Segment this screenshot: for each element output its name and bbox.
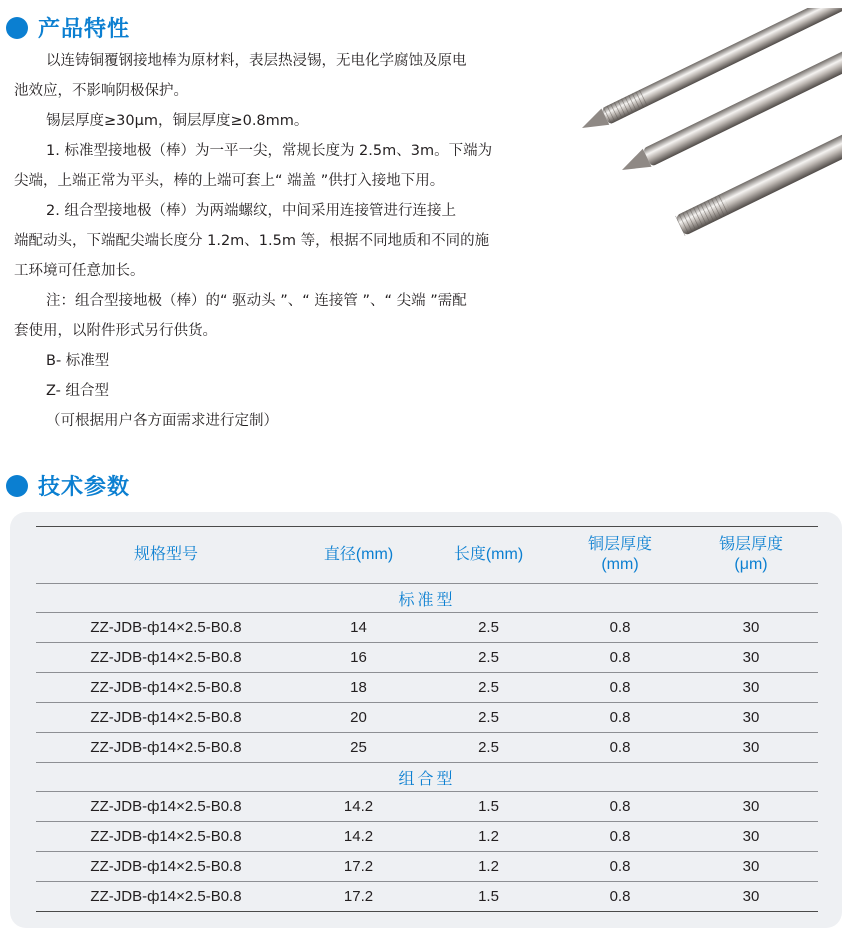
cell-model: ZZ-JDB-ф14×2.5-B0.8 <box>36 852 296 882</box>
cell-diameter: 14.2 <box>296 822 421 852</box>
type-z-text: Z- 组合型 <box>46 383 110 399</box>
table-row <box>36 822 818 852</box>
cell-length: 2.5 <box>421 643 556 673</box>
table-row <box>36 613 818 643</box>
group-row-combined <box>36 763 818 792</box>
cell-model: ZZ-JDB-ф14×2.5-B0.8 <box>36 792 296 822</box>
cell-diameter: 14.2 <box>296 792 421 822</box>
table-row <box>36 643 818 673</box>
cell-length: 2.5 <box>421 703 556 733</box>
table-row <box>36 733 818 763</box>
cell-length: 2.5 <box>421 673 556 703</box>
cell-length: 1.2 <box>421 852 556 882</box>
table-header-row <box>36 527 818 584</box>
specs-table-panel <box>10 512 842 928</box>
cell-model: ZZ-JDB-ф14×2.5-B0.8 <box>36 733 296 763</box>
cell-diameter: 20 <box>296 703 421 733</box>
cell-length: 1.5 <box>421 792 556 822</box>
cell-tin: 30 <box>684 673 818 703</box>
header-model: 规格型号 <box>133 546 198 563</box>
cell-model: ZZ-JDB-ф14×2.5-B0.8 <box>36 613 296 643</box>
table-row <box>36 792 818 822</box>
cell-model: ZZ-JDB-ф14×2.5-B0.8 <box>36 673 296 703</box>
type-b-text: B- 标准型 <box>46 353 110 369</box>
note-text-line: 套使用，以附件形式另行供货。 <box>14 323 217 339</box>
cell-copper: 0.8 <box>556 792 684 822</box>
item1-text-line: 尖端，上端正常为平头，棒的上端可套上“ 端盖 ”供打入接地下用。 <box>14 173 445 189</box>
section-title: 产品特性 <box>38 17 131 42</box>
cell-length: 1.2 <box>421 822 556 852</box>
item1-text-line: 1. 标准型接地极（棒）为一平一尖，常规长度为 2.5m、3m。下端为 <box>46 143 493 159</box>
intro-text-line: 池效应，不影响阴极保护。 <box>14 83 188 99</box>
table-row <box>36 852 818 882</box>
section-title: 技术参数 <box>38 475 131 500</box>
cell-copper: 0.8 <box>556 852 684 882</box>
header-copper: 铜层厚度 (mm) <box>587 536 652 573</box>
cell-copper: 0.8 <box>556 703 684 733</box>
cell-model: ZZ-JDB-ф14×2.5-B0.8 <box>36 643 296 673</box>
cell-diameter: 25 <box>296 733 421 763</box>
header-diameter: 直径(mm) <box>323 546 394 563</box>
section-bullet-icon <box>6 17 28 39</box>
ground-rods-image <box>570 8 842 253</box>
cell-tin: 30 <box>684 643 818 673</box>
cell-diameter: 16 <box>296 643 421 673</box>
table-row <box>36 703 818 733</box>
cell-tin: 30 <box>684 703 818 733</box>
cell-tin: 30 <box>684 822 818 852</box>
cell-copper: 0.8 <box>556 882 684 912</box>
cell-tin: 30 <box>684 613 818 643</box>
header-tin: 锡层厚度 (μm) <box>718 536 783 573</box>
cell-model: ZZ-JDB-ф14×2.5-B0.8 <box>36 703 296 733</box>
section-heading-specs <box>6 470 130 501</box>
section-bullet-icon <box>6 475 28 497</box>
header-length: 长度(mm) <box>453 546 524 563</box>
cell-diameter: 17.2 <box>296 882 421 912</box>
specs-table <box>36 526 818 912</box>
group-row-standard <box>36 584 818 613</box>
cell-tin: 30 <box>684 852 818 882</box>
cell-tin: 30 <box>684 882 818 912</box>
note-text-line: 注：组合型接地极（棒）的“ 驱动头 ”、“ 连接管 ”、“ 尖端 ”需配 <box>46 293 467 309</box>
cell-copper: 0.8 <box>556 643 684 673</box>
table-row <box>36 882 818 912</box>
cell-model: ZZ-JDB-ф14×2.5-B0.8 <box>36 882 296 912</box>
custom-text: （可根据用户各方面需求进行定制） <box>46 413 278 429</box>
intro-text-line: 以连铸铜覆钢接地棒为原材料，表层热浸锡，无电化学腐蚀及原电 <box>46 53 467 69</box>
table-row <box>36 673 818 703</box>
cell-copper: 0.8 <box>556 822 684 852</box>
rod-bottom <box>675 128 842 235</box>
group-label: 组合型 <box>36 763 818 792</box>
section-heading-features <box>6 12 130 43</box>
cell-copper: 0.8 <box>556 613 684 643</box>
cell-model: ZZ-JDB-ф14×2.5-B0.8 <box>36 822 296 852</box>
product-description <box>14 46 559 436</box>
cell-tin: 30 <box>684 733 818 763</box>
cell-tin: 30 <box>684 792 818 822</box>
cell-copper: 0.8 <box>556 673 684 703</box>
item2-text-line: 端配动头，下端配尖端长度分 1.2m、1.5m 等，根据不同地质和不同的施 <box>14 233 490 249</box>
thickness-text: 锡层厚度≥30μm，铜层厚度≥0.8mm。 <box>46 113 309 129</box>
item2-text-line: 工环境可任意加长。 <box>14 263 145 279</box>
cell-diameter: 18 <box>296 673 421 703</box>
cell-copper: 0.8 <box>556 733 684 763</box>
cell-length: 1.5 <box>421 882 556 912</box>
cell-length: 2.5 <box>421 613 556 643</box>
group-label: 标准型 <box>36 584 818 613</box>
item2-text-line: 2. 组合型接地极（棒）为两端螺纹，中间采用连接管进行连接上 <box>46 203 456 219</box>
cell-diameter: 14 <box>296 613 421 643</box>
cell-diameter: 17.2 <box>296 852 421 882</box>
cell-length: 2.5 <box>421 733 556 763</box>
